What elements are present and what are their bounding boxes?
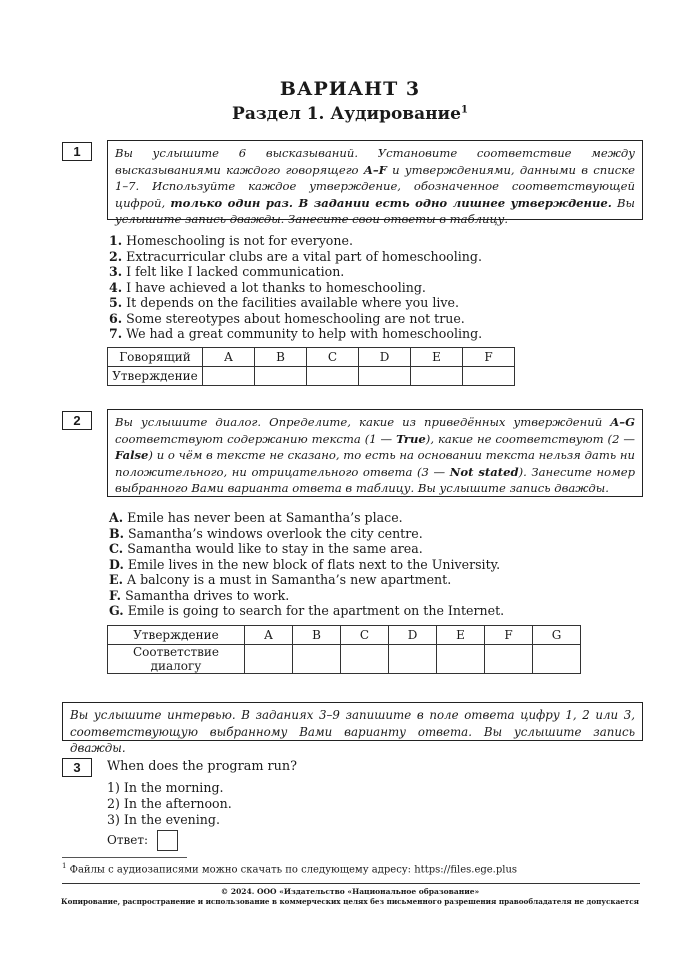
table-header-cell: C xyxy=(307,348,359,367)
statement-number: 5. xyxy=(109,295,123,310)
table-header-cell: E xyxy=(437,626,485,645)
statement-number: B. xyxy=(109,525,125,541)
task1-part: A–F xyxy=(363,162,387,177)
list-item xyxy=(109,233,482,249)
statement-text: Emile is going to search for the apartment on the Internet. xyxy=(127,603,505,618)
statement-text: Extracurricular clubs are a vital part of homeschooling. xyxy=(126,248,482,264)
table-header-cell: F xyxy=(463,348,515,367)
list-item xyxy=(109,510,504,526)
task2-part: Not stated xyxy=(449,464,519,479)
task2-instruction xyxy=(107,409,643,497)
list-item xyxy=(109,603,504,619)
task2-answer-table xyxy=(107,625,581,674)
task2-part: ), какие не соответствуют (2 — xyxy=(425,431,635,446)
table-header-cell: G xyxy=(533,626,581,645)
table-row-label: Утверждение xyxy=(108,626,245,645)
statement-text: Emile has never been at Samantha’s place. xyxy=(127,510,403,525)
statement-number: A. xyxy=(109,510,124,525)
answer-cell[interactable] xyxy=(255,367,307,386)
table-row xyxy=(108,626,581,645)
table-header-cell: A xyxy=(203,348,255,367)
task2-part: ) и о чём в тексте не сказано, то есть на основании текста нельзя дать ни положительного, ни отрицательного ответа (3 — xyxy=(115,448,635,479)
table-header-cell: D xyxy=(359,348,411,367)
variant-title: ВАРИАНТ 3 xyxy=(279,78,421,100)
list-item xyxy=(109,326,482,342)
statement-number: 1. xyxy=(109,233,123,248)
task1-statement-list xyxy=(109,233,482,342)
statement-number: 3. xyxy=(109,264,123,279)
answer-input-box[interactable] xyxy=(157,830,178,851)
statement-text: I have achieved a lot thanks to homeschooling. xyxy=(126,279,426,295)
table-row-label: Утверждение xyxy=(108,367,203,386)
interview-instruction: Вы услышите интервью. В заданиях 3–9 запишите в поле ответа цифру 1, 2 или 3, соответствующую выбранному Вами варианту ответа. Вы услышите запись дважды. xyxy=(62,702,643,741)
list-item xyxy=(109,280,482,296)
list-item xyxy=(109,264,482,280)
task-number-3: 3 xyxy=(62,758,92,777)
task1-part: и утверждениями, данными в списке 1–7. Используйте каждое утверждение, обозначенное соответствующей цифрой, xyxy=(115,162,635,210)
task3-options xyxy=(107,780,232,828)
statement-text: A balcony is a must in Samantha’s new apartment. xyxy=(126,572,452,587)
section-title xyxy=(0,104,700,124)
table-row xyxy=(108,367,515,386)
list-item xyxy=(109,588,504,604)
answer-cell[interactable] xyxy=(245,645,293,674)
footnote-text: Файлы с аудиозаписями можно скачать по следующему адресу: https://files.ege.plus xyxy=(69,864,518,876)
statement-text: It depends on the facilities available where you live. xyxy=(126,295,459,310)
statement-number: G. xyxy=(109,603,124,618)
list-item xyxy=(109,311,482,327)
answer-cell[interactable] xyxy=(341,645,389,674)
answer-cell[interactable] xyxy=(485,645,533,674)
list-item xyxy=(109,249,482,265)
statement-number: 6. xyxy=(109,310,123,326)
statement-number: C. xyxy=(109,541,124,556)
table-header-cell: B xyxy=(293,626,341,645)
statement-text: Samantha would like to stay in the same area. xyxy=(127,541,423,556)
statement-number: 7. xyxy=(109,326,123,341)
task2-part: соответствуют содержанию текста (1 — xyxy=(115,431,397,446)
task1-part: Вы услышите запись дважды. Занесите свои ответы в таблицу. xyxy=(115,195,636,226)
list-item xyxy=(109,557,504,573)
footnote-number: 1 xyxy=(62,862,67,870)
task2-part: ). Занесите номер выбранного Вами варианта ответа в таблицу. Вы услышите запись дважды. xyxy=(115,464,635,495)
task1-part: только один раз. В задании есть одно лишнее утверждение. xyxy=(170,195,612,210)
table-header-cell: E xyxy=(411,348,463,367)
answer-cell[interactable] xyxy=(307,367,359,386)
footer-notice: Копирование, распространение и использование в коммерческих целях без письменного разрешения правообладателя не допускается xyxy=(61,897,639,906)
statement-text: Samantha drives to work. xyxy=(125,587,290,603)
statement-number: E. xyxy=(109,572,123,587)
table-header-cell: C xyxy=(341,626,389,645)
task2-part: True xyxy=(396,431,426,446)
statement-text: Samantha’s windows overlook the city centre. xyxy=(128,525,423,541)
answer-label: Ответ: xyxy=(107,833,149,847)
table-header-cell: D xyxy=(389,626,437,645)
table-row-label: Соответствие диалогу xyxy=(108,645,245,674)
answer-cell[interactable] xyxy=(293,645,341,674)
list-item xyxy=(109,541,504,557)
task-number-1: 1 xyxy=(62,142,92,161)
answer-cell[interactable] xyxy=(411,367,463,386)
option-item: 2) In the afternoon. xyxy=(107,796,232,811)
table-row-label: Говорящий xyxy=(108,348,203,367)
task2-statement-list xyxy=(109,510,504,619)
answer-cell[interactable] xyxy=(389,645,437,674)
option-item: 3) In the evening. xyxy=(107,812,220,827)
table-row xyxy=(108,348,515,367)
statement-text: Emile lives in the new block of flats next to the University. xyxy=(127,556,501,572)
task-number-2: 2 xyxy=(62,411,92,430)
statement-text: We had a great community to help with homeschooling. xyxy=(126,326,483,341)
answer-cell[interactable] xyxy=(533,645,581,674)
list-item xyxy=(109,572,504,588)
footer-divider xyxy=(62,883,640,884)
task1-part: Вы услышите 6 высказываний. Установите соответствие между высказываниями каждого говорящего xyxy=(115,146,635,177)
statement-text: I felt like I lacked communication. xyxy=(126,264,345,279)
option-item: 1) In the morning. xyxy=(107,780,224,795)
statement-number: 4. xyxy=(109,279,123,295)
table-header-cell: F xyxy=(485,626,533,645)
statement-number: D. xyxy=(109,556,124,572)
task2-part: A–G xyxy=(610,415,635,429)
task1-instruction xyxy=(107,140,643,226)
task3-question: When does the program run? xyxy=(107,759,298,774)
answer-cell[interactable] xyxy=(359,367,411,386)
footnote xyxy=(62,862,517,875)
table-row xyxy=(108,645,581,674)
footnote-marker: 1 xyxy=(460,104,468,116)
table-header-cell: B xyxy=(255,348,307,367)
list-item xyxy=(109,295,482,311)
answer-cell[interactable] xyxy=(203,367,255,386)
statement-number: F. xyxy=(109,587,122,603)
answer-cell[interactable] xyxy=(437,645,485,674)
task2-part: False xyxy=(115,448,149,462)
table-header-cell: A xyxy=(245,626,293,645)
answer-cell[interactable] xyxy=(463,367,515,386)
footnote-divider xyxy=(62,857,187,858)
section-title-text: Раздел 1. Аудирование xyxy=(232,104,461,124)
statement-text: Some stereotypes about homeschooling are not true. xyxy=(126,310,465,326)
list-item xyxy=(109,526,504,542)
footer-copyright: © 2024. ООО «Издательство «Национальное образование» xyxy=(220,887,480,896)
task2-part: Вы услышите диалог. Определите, какие из приведённых утверждений xyxy=(115,415,611,429)
statement-text: Homeschooling is not for everyone. xyxy=(126,233,353,248)
statement-number: 2. xyxy=(109,248,123,264)
task1-answer-table xyxy=(107,347,515,386)
